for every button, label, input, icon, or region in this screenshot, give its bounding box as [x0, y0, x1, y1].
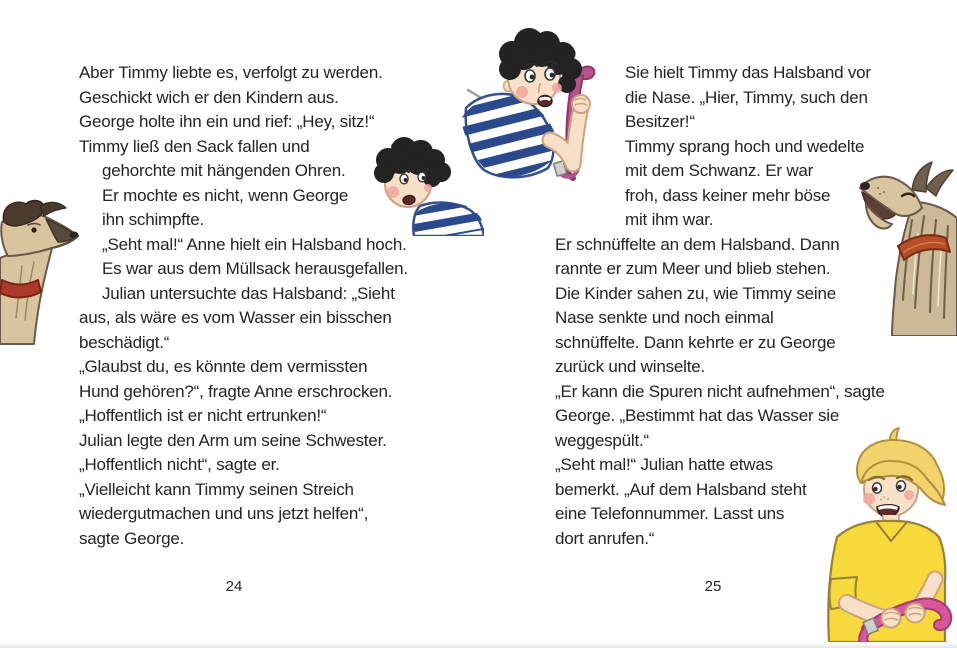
text-line: Geschickt wich er den Kindern aus. [79, 87, 339, 107]
right-dog-illustration [856, 160, 957, 336]
text-line: Julian untersuchte das Halsband: „Sieht [102, 283, 395, 303]
text-line: George holte ihn ein und rief: „Hey, sitz!“ [79, 112, 375, 131]
page-24-text [79, 61, 408, 551]
text-line: Er mochte es nicht, wenn George [102, 185, 349, 205]
text-line: weggespült.“ [555, 430, 649, 450]
text-line: ihn schimpfte. [102, 210, 205, 229]
text-line: George. „Bestimmt hat das Wasser sie [555, 406, 840, 425]
text-line: „Er kann die Spuren nicht aufnehmen“, sagte [555, 381, 885, 401]
text-line: zurück und winselte. [555, 357, 706, 376]
text-line: Besitzer!“ [625, 112, 695, 131]
page-bottom-edge [0, 643, 957, 648]
text-line: Timmy ließ den Sack fallen und [79, 136, 310, 156]
text-line: froh, dass keiner mehr böse [625, 185, 831, 205]
text-line: „Seht mal!“ Anne hielt ein Halsband hoch. [102, 234, 407, 254]
text-line: eine Telefonnummer. Lasst uns [555, 504, 785, 523]
text-line: aus, als wäre es vom Wasser ein bisschen [79, 308, 392, 327]
page-number-right: 25 [704, 578, 722, 595]
text-line: dort anrufen.“ [555, 528, 655, 548]
page-number-left: 24 [225, 578, 243, 595]
text-line: Timmy sprang hoch und wedelte [625, 136, 865, 156]
text-line: mit ihm war. [625, 210, 714, 229]
text-line: mit dem Schwanz. Er war [625, 161, 814, 180]
text-line: rannte er zum Meer und blieb stehen. [555, 259, 831, 278]
text-line: beschädigt.“ [79, 332, 170, 352]
blond-boy-collar-svg [817, 427, 957, 642]
curly-child-holding-collar-svg [452, 12, 608, 238]
text-line: bemerkt. „Auf dem Halsband steht [555, 479, 807, 499]
text-line: „Hoffentlich ist er nicht ertrunken!“ [79, 406, 327, 425]
blond-boy-collar-illustration [817, 427, 957, 642]
text-line: gehorchte mit hängenden Ohren. [102, 161, 346, 180]
text-line: wiedergutmachen und uns jetzt helfen“, [79, 504, 369, 523]
right-dog-svg [856, 160, 957, 336]
text-line: die Nase. „Hier, Timmy, such den [625, 87, 868, 107]
text-line: Es war aus dem Müllsack herausgefallen. [102, 259, 408, 278]
text-line: „Glaubst du, es könnte dem vermissten [79, 357, 368, 376]
text-line: Julian legte den Arm um seine Schwester. [79, 430, 387, 450]
text-line: Er schnüffelte an dem Halsband. Dann [555, 234, 840, 254]
left-dog-illustration [0, 196, 84, 346]
text-line: Hund gehören?“, fragte Anne erschrocken. [79, 381, 393, 401]
left-dog-svg [0, 196, 84, 346]
curly-child-holding-collar-illustration [452, 12, 608, 238]
text-line: Sie hielt Timmy das Halsband vor [625, 63, 871, 82]
text-line: Die Kinder sahen zu, wie Timmy seine [555, 283, 836, 303]
text-line: „Seht mal!“ Julian hatte etwas [555, 455, 773, 474]
text-line: Aber Timmy liebte es, verfolgt zu werden. [79, 63, 383, 82]
text-line: Nase senkte und noch einmal [555, 308, 774, 327]
text-line: „Vielleicht kann Timmy seinen Streich [79, 479, 354, 499]
text-line: schnüffelte. Dann kehrte er zu George [555, 332, 836, 352]
text-line: sagte George. [79, 528, 185, 548]
text-line: „Hoffentlich nicht“, sagte er. [79, 455, 280, 474]
